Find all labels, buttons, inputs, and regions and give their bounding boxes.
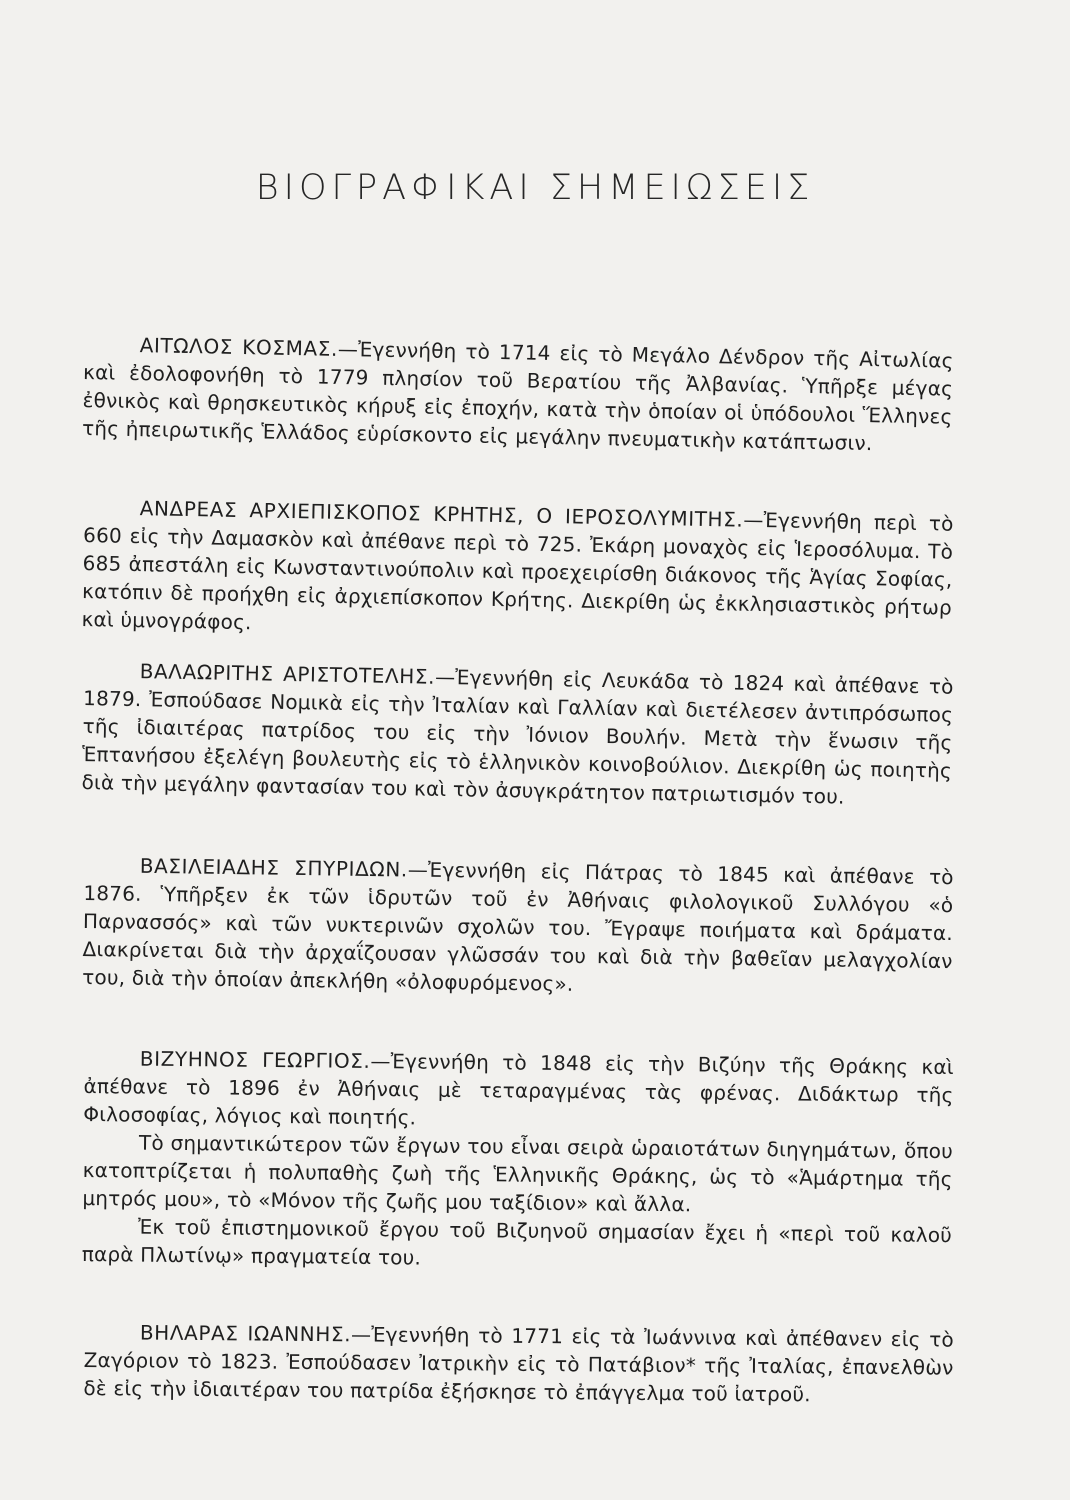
entry-paragraph (81, 656, 954, 813)
entry-text: —Ἐγεννήθη περὶ τὸ 660 εἰς τὴν Δαμασκὸν καὶ ἀπέθανε περὶ τὸ 725. Ἐκάρη μοναχὸς εἰς Ἱεροσόλυμα. Τὸ 685 ἀπεστάλη εἰς Κωνσταντινούπολιν καὶ προεχειρίσθη διάκονος τῆς Ἁγίας Σοφίας, κατόπιν δὲ προήχθη εἰς ἀρχιεπίσκοπον Κρήτης. Διεκρίθη ὡς ἐκκλησιαστικὸς ρήτωρ καὶ ὑμνογράφος. (81, 507, 954, 635)
entry-text: —Ἐγεννήθη εἰς Πάτρας τὸ 1845 καὶ ἀπέθανε τὸ 1876. Ὑπῆρξεν ἐκ τῶν ἱδρυτῶν τοῦ ἐν Ἀθήναις φιλολογικοῦ Συλλόγου «ὁ Παρνασσός» καὶ τῶν νυκτερινῶν σχολῶν του. Ἔγραψε ποιήματα καὶ δράματα. Διακρίνεται διὰ τὴν ἀρχαΐζουσαν γλῶσσάν του καὶ διὰ τὴν βαθεῖαν μελαγχολίαν του, διὰ τὴν ὁποίαν ἀπεκλήθη «ὀλοφυρόμενος». (82, 857, 954, 996)
biography-entry-vasileiadis (82, 851, 954, 1003)
biography-entry-valaoritis (81, 656, 954, 813)
entry-paragraph (82, 851, 954, 1003)
entry-text: —Ἐγεννήθη εἰς Λευκάδα τὸ 1824 καὶ ἀπέθανε τὸ 1879. Ἐσπούδασε Νομικὰ εἰς τὴν Ἰταλίαν καὶ Γαλλίαν καὶ διετέλεσεν ἀντιπρόσωπος τῆς ἰδιαιτέρας πατρίδος του εἰς τὴν Ἰόνιον Βουλήν. Μετὰ τὴν ἕνωσιν τῆς Ἑπτανήσου ἐξελέγη βουλευτὴς εἰς τὸ ἑλληνικὸν κοινοβούλιον. Διεκρίθη ὡς ποιητὴς διὰ τὴν μεγάλην φαντασίαν του καὶ τὸν ἀσυγκράτητον πατριωτισμόν του. (81, 664, 954, 809)
page-title: ΒΙΟΓΡΑΦΙΚΑΙ ΣΗΜΕΙΩΣΕΙΣ (255, 168, 815, 208)
entry-paragraph (83, 1318, 954, 1410)
biography-entry-andreas (81, 493, 954, 650)
entry-name: ΒΗΛΑΡΑΣ ΙΩΑΝΝΗΣ. (139, 1320, 352, 1347)
entry-text: —Ἐγεννήθη τὸ 1714 εἰς τὸ Μεγάλο Δένδρον τῆς Αἰτωλίας καὶ ἐδολοφονήθη τὸ 1779 πλησίον τοῦ Βερατίου τῆς Ἀλβανίας. Ὑπῆρξε μέγας ἐθνικὸς καὶ θρησκευτικὸς κήρυξ εἰς ἐποχήν, κατὰ τὴν ὁποίαν οἱ ὑπόδουλοι Ἕλληνες τῆς ἠπειρωτικῆς Ἑλλάδος εὑρίσκοντο εἰς μεγάλην πνευματικὴν κατάπτωσιν. (81, 336, 954, 456)
entry-paragraph: Ἐκ τοῦ ἐπιστημονικοῦ ἔργου τοῦ Βιζυηνοῦ σημασίαν ἔχει ἡ «περὶ τοῦ καλοῦ παρὰ Πλωτίνῳ» πραγματεία του. (81, 1214, 953, 1270)
entry-text: —Ἐγεννήθη τὸ 1848 εἰς τὴν Βιζύην τῆς Θράκης καὶ ἀπέθανε τὸ 1896 ἐν Ἀθήναις μὲ τεταραγμένας τὰς φρένας. Διδάκτωρ τῆς Φιλοσοφίας, λόγιος καὶ ποιητής. (83, 1049, 954, 1130)
biography-entry-aitolos (82, 330, 954, 459)
entry-name: ΑΝΔΡΕΑΣ ΑΡΧΙΕΠΙΣΚΟΠΟΣ ΚΡΗΤΗΣ, Ο ΙΕΡΟΣΟΛΥΜΙΤΗΣ. (139, 496, 744, 532)
entry-paragraph: Τὸ σημαντικώτερον τῶν ἔργων του εἶναι σειρὰ ὡραιοτάτων διηγημάτων, ὅπου κατοπτρίζεται ἡ πολυπαθὴς ζωὴ τῆς Ἑλληνικῆς Θράκης, ὡς τὸ «Ἁμάρτημα τῆς μητρός μου», τὸ «Μόνον τῆς ζωῆς μου ταξίδιον» καὶ ἄλλα. (82, 1130, 954, 1217)
biography-entry-vilaras (83, 1318, 954, 1410)
entry-paragraph (83, 1044, 954, 1137)
biography-entry-vizyinos (82, 1044, 954, 1277)
entry-name: ΒΑΣΙΛΕΙΑΔΗΣ ΣΠΥΡΙΔΩΝ. (139, 853, 408, 882)
entry-name: ΑΙΤΩΛΟΣ ΚΟΣΜΑΣ. (139, 333, 339, 361)
entry-paragraph (81, 493, 954, 650)
entry-name: ΒΙΖΥΗΝΟΣ ΓΕΩΡΓΙΟΣ. (139, 1046, 371, 1073)
entry-paragraph (82, 330, 954, 459)
entry-name: ΒΑΛΑΩΡΙΤΗΣ ΑΡΙΣΤΟΤΕΛΗΣ. (139, 659, 436, 689)
entry-text: —Ἐγεννήθη τὸ 1771 εἰς τὰ Ἰωάννινα καὶ ἀπέθανεν εἰς τὸ Ζαγόριον τὸ 1823. Ἐσπούδασεν Ἰατρικὴν εἰς τὸ Πατάβιον* τῆς Ἰταλίας, ἐπανελθὼν δὲ εἰς τὴν ἰδιαιτέραν του πατρίδα ἐξήσκησε τὸ ἐπάγγελμα τοῦ ἰατροῦ. (83, 1322, 954, 1407)
